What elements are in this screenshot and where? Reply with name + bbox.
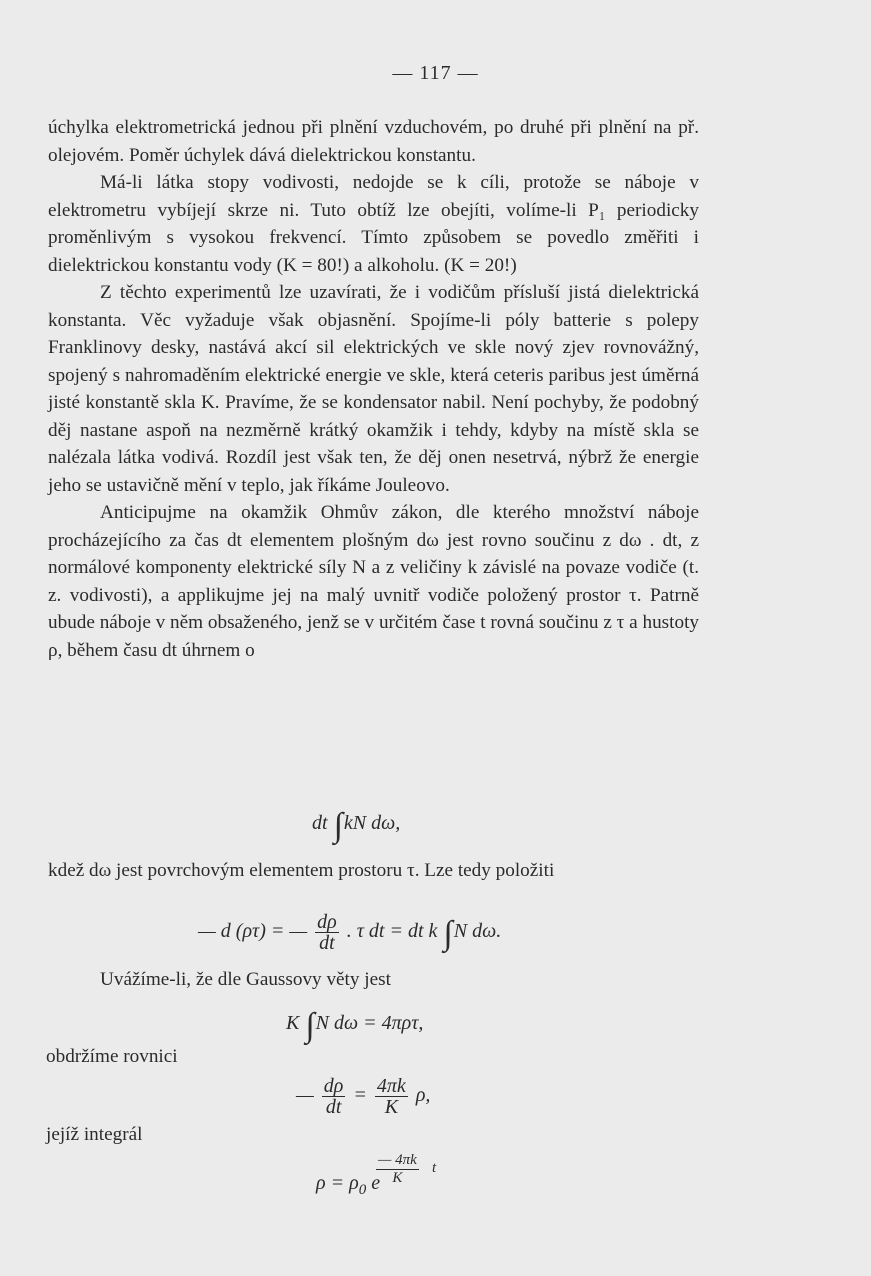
eq3-rhs: N dω = 4πρτ, (315, 1012, 424, 1034)
label-integral: jejíž integrál (46, 1124, 143, 1145)
integral-sign: ∫ (333, 807, 343, 844)
equation-1 (312, 807, 401, 844)
eq5-subscript: 0 (358, 1182, 367, 1198)
fraction-4pik-K (375, 1076, 408, 1117)
paragraph-1: úchylka elektrometrická jednou při plnění vzduchovém, po druhé při plnění na př. olejovém. Poměr úchylek dává dielektrickou konstantu. (48, 117, 699, 166)
eq4-minus: — (296, 1084, 314, 1107)
eq1-body: kN dω, (343, 812, 401, 834)
body-text (48, 114, 699, 664)
exponent-t: t (432, 1160, 437, 1176)
integral-sign: ∫ (443, 915, 453, 953)
label-obdrzime: obdržíme rovnici (46, 1046, 178, 1067)
fraction-denominator: K (384, 1096, 399, 1118)
equation-5 (316, 1172, 380, 1199)
exponent-denominator: K (392, 1170, 403, 1186)
integral-sign: ∫ (305, 1007, 315, 1044)
eq4-rhs: ρ, (415, 1084, 431, 1107)
eq2-rhs: N dω. (453, 920, 502, 943)
fraction-denominator: dt (325, 1096, 342, 1118)
paragraph-5: kdež dω jest povrchovým elementem prostoru τ. Lze tedy položiti (48, 860, 555, 881)
equation-4 (296, 1076, 430, 1117)
fraction-denominator: dt (319, 932, 335, 954)
eq5-lhs: ρ = ρ (316, 1172, 359, 1194)
eq3-pre: K (286, 1012, 300, 1034)
eq1-pre: dt (312, 812, 328, 834)
paragraph-3: Z těchto experimentů lze uzavírati, že i vodičům přísluší jistá dielektrická konstanta. Věc vyžaduje však objasnění. Spojíme-li póly batterie s polepy Franklinovy desky, nastává akcí sil elektrických ve skle nový zjev rovnovážný, spojený s nahromaděním elektrické energie ve skle, která ceteris paribus jest úměrná jisté konstantě skla K. Pravíme, že se kondensator nabil. Není pochyby, že podobný děj nastane aspoň na nezměrně krátký okamžik i tehdy, kdyby na místě skla se nalézala látka vodivá. Rozdíl jest však ten, že děj onen nesetrvá, nýbrž že energie jeho se ustavičně mění v teplo, jak říkáme Jouleovo. (48, 282, 699, 496)
equation-2 (198, 912, 501, 953)
page-number: — 117 — (392, 62, 479, 84)
fraction-drho-dt (322, 1076, 346, 1117)
paragraph-6: Uvážíme-li, že dle Gaussovy věty jest (100, 969, 391, 990)
eq4-equals: = (353, 1084, 367, 1107)
equation-3 (286, 1007, 424, 1044)
eq2-lhs: — d (ρτ) = — (198, 920, 308, 943)
fraction-numerator: dρ (323, 1075, 344, 1097)
exponent-numerator: — 4πk (378, 1152, 417, 1168)
body-text-3 (48, 966, 699, 994)
paragraph-4: Anticipujme na okamžik Ohmův zákon, dle kterého množství náboje procházejícího za čas dt elementem plošným dω jest rovno součinu z dω . dt, z normálové komponenty elektrické síly N a z veličiny k závislé na povaze vodiče (t. z. vodivosti), a applikujme jej na malý uvnitř vodiče položený prostor τ. Patrně ubude náboje v něm obsaženého, jenž se v určitém čase t rovná součinu z τ a hustoty ρ, během času dt úhrnem o (48, 502, 699, 661)
body-text-2 (48, 857, 699, 885)
eq5-e: e (371, 1172, 381, 1194)
fraction-drho-dt (315, 912, 339, 953)
exponent-fraction (376, 1152, 419, 1186)
eq2-mid: . τ dt = dt k (346, 920, 438, 943)
fraction-numerator: dρ (317, 911, 337, 933)
fraction-numerator: 4πk (376, 1075, 406, 1097)
paragraph-2: Má-li látka stopy vodivosti, nedojde se k cíli, protože se náboje v elektrometru vybíjejí skrze ni. Tuto obtíž lze obejíti, volíme-li P₁ periodicky proměnlivým s vysokou frekvencí. Tímto způsobem se povedlo změřiti i dielektrickou konstantu vody (K = 80!) a alkoholu. (K = 20!) (48, 172, 699, 276)
